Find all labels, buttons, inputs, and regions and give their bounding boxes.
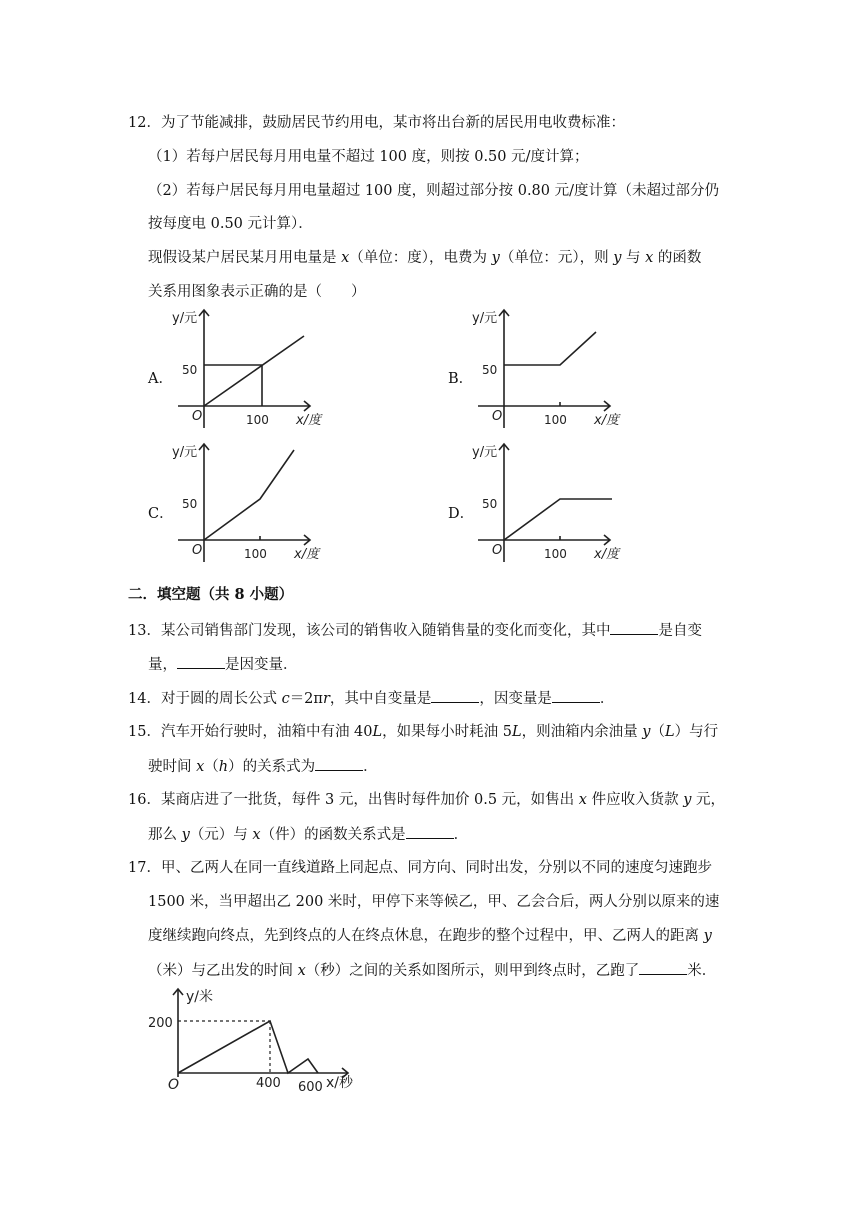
x-axis-label: x/度	[594, 413, 620, 428]
origin-label: O	[168, 1077, 180, 1093]
q12-condition-2-line2: 按每度电 0.50 元计算）．	[148, 216, 313, 232]
origin-label: O	[492, 409, 503, 424]
y-axis-label: y/元	[472, 311, 498, 326]
option-b-label: B．	[448, 371, 474, 387]
graph-a-line	[204, 336, 304, 406]
graph-a	[168, 306, 338, 436]
x-axis-label: x/秒	[326, 1075, 354, 1091]
answer-blank[interactable]	[315, 756, 363, 771]
q16-line1: 16．某商店进了一批货，每件 3 元，出售时每件加价 0.5 元，如售出 x 件应收入货款 y 元，	[128, 792, 725, 808]
graph-b	[468, 306, 638, 436]
y-tick-50: 50	[482, 363, 498, 377]
answer-blank[interactable]	[552, 688, 600, 703]
graph-c	[168, 440, 338, 570]
q17-line3: 度继续跑向终点，先到终点的人在终点休息，在跑步的整个过程中，甲、乙两人的距离 y	[148, 928, 712, 944]
x-tick-100: 100	[246, 413, 269, 427]
q16-line2: 那么 y（元）与 x（件）的函数关系式是 ．	[148, 824, 468, 845]
y-axis-label: y/元	[172, 311, 198, 326]
q17-line2: 1500 米，当甲超出乙 200 米时，甲停下来等候乙，甲、乙会合后，两人分别以原来的速	[148, 894, 720, 910]
q12-question: 关系用图象表示正确的是（ ）	[148, 284, 366, 300]
q12-assumption: 现假设某户居民某月用电量是 x（单位：度），电费为 y（单位：元），则 y 与 x 的函数	[148, 250, 702, 266]
answer-blank[interactable]	[406, 824, 454, 839]
answer-blank[interactable]	[177, 654, 225, 669]
q17-graph	[148, 985, 368, 1095]
option-a-label: A．	[148, 371, 173, 387]
x-tick-600: 600	[298, 1080, 323, 1095]
origin-label: O	[192, 543, 203, 558]
x-axis-label: x/度	[594, 547, 620, 562]
q15-line2: 驶时间 x（h）的关系式为 ．	[148, 756, 378, 777]
q17-line4: （米）与乙出发的时间 x（秒）之间的关系如图所示，则甲到终点时，乙跑了 米．	[148, 960, 716, 981]
answer-blank[interactable]	[610, 620, 658, 635]
answer-blank[interactable]	[639, 960, 687, 975]
q12-condition-1: （1）若每户居民每月用电量不超过 100 度，则按 0.50 元/度计算；	[148, 149, 589, 165]
graph-d	[468, 440, 638, 570]
x-tick-400: 400	[256, 1076, 281, 1091]
graph-d-line	[504, 499, 612, 540]
y-tick-200: 200	[148, 1016, 173, 1031]
origin-label: O	[192, 409, 203, 424]
option-c-label: C．	[148, 506, 174, 522]
x-tick-100: 100	[244, 547, 267, 561]
section-heading: 二．填空题（共 8 小题）	[128, 586, 294, 603]
y-axis-label: y/元	[172, 445, 198, 460]
y-tick-50: 50	[182, 363, 198, 377]
y-axis-label: y/米	[186, 989, 214, 1005]
x-tick-100: 100	[544, 547, 567, 561]
origin-label: O	[492, 543, 503, 558]
y-tick-50: 50	[482, 497, 498, 511]
x-tick-100: 100	[544, 413, 567, 427]
y-axis-label: y/元	[472, 445, 498, 460]
q17-line1: 17．甲、乙两人在同一直线道路上同起点、同方向、同时出发，分别以不同的速度匀速跑步	[128, 860, 712, 876]
graph-c-line	[204, 450, 294, 540]
option-d-label: D．	[448, 506, 475, 522]
answer-blank[interactable]	[431, 688, 479, 703]
x-axis-label: x/度	[294, 547, 320, 562]
y-tick-50: 50	[182, 497, 198, 511]
q15-line1: 15．汽车开始行驶时，油箱中有油 40L，如果每小时耗油 5L，则油箱内余油量 y（L）与行	[128, 724, 719, 740]
q14: 14．对于圆的周长公式 c＝2πr，其中自变量是 ，因变量是 ．	[128, 688, 614, 709]
graph-b-line	[504, 332, 596, 365]
q12-stem: 12．为了节能减排，鼓励居民节约用电，某市将出台新的居民用电收费标准：	[128, 115, 625, 131]
q17-graph-line	[178, 1021, 318, 1073]
x-axis-label: x/度	[296, 413, 322, 428]
q13-line1: 13．某公司销售部门发现，该公司的销售收入随销售量的变化而变化，其中 是自变	[128, 620, 702, 641]
q13-line2: 量， 是因变量．	[148, 654, 298, 675]
q12-condition-2-line1: （2）若每户居民每月用电量超过 100 度，则超过部分按 0.80 元/度计算（未超过部分仍	[148, 183, 720, 199]
